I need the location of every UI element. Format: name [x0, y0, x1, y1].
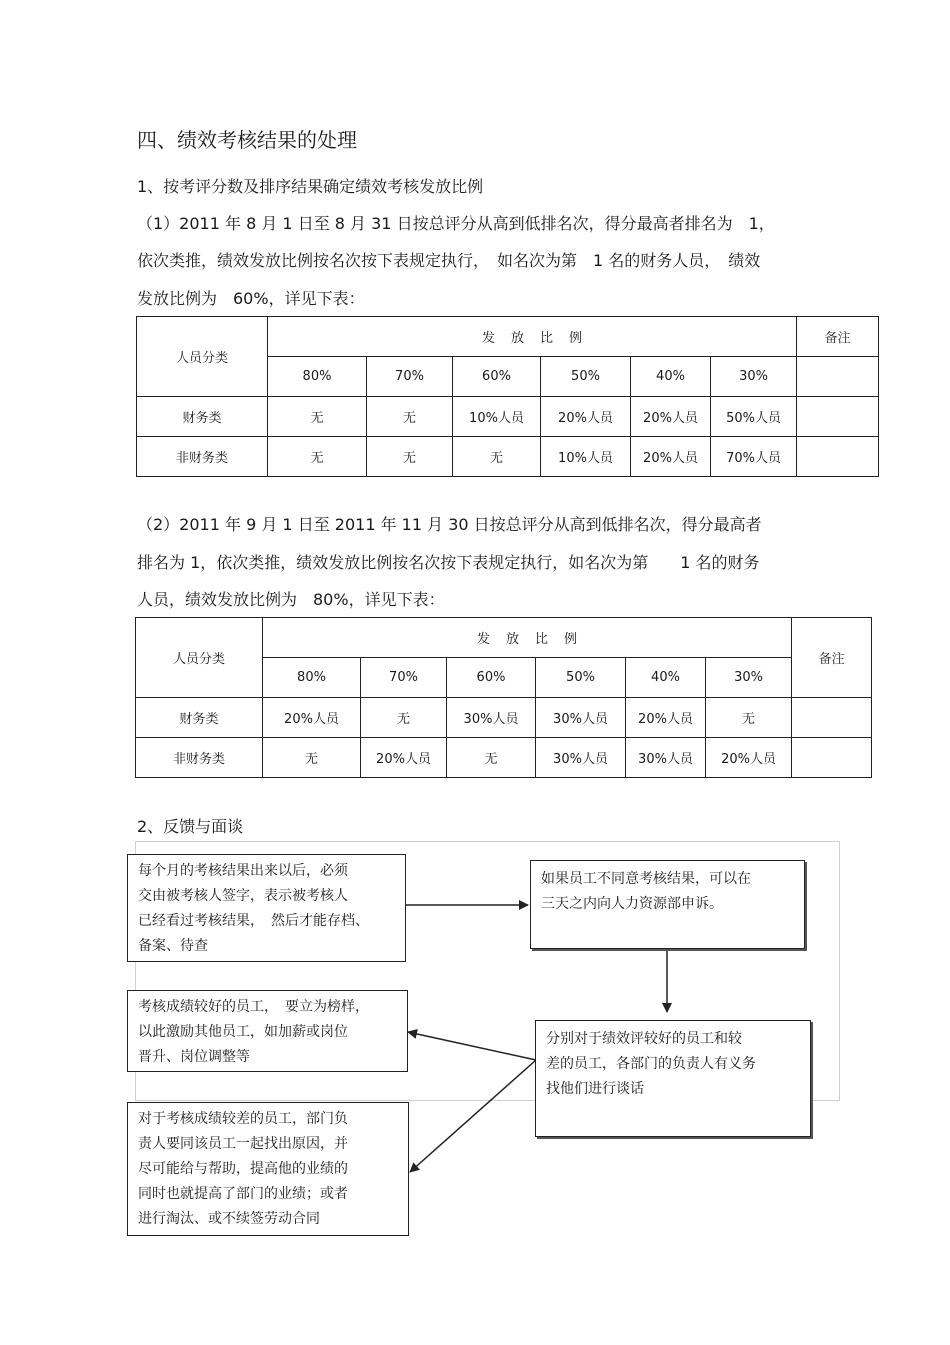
para1-line-3: 发放比例为 60%，详见下表： — [137, 289, 365, 308]
flow-box-text: 备案、待查 — [138, 938, 208, 954]
table-cell: 30%人员 — [536, 698, 626, 738]
arrow-box4-to-box5 — [410, 1060, 536, 1172]
ratio-header: 70% — [367, 357, 453, 397]
table-cell: 无 — [361, 698, 447, 738]
row-label: 财务类 — [136, 698, 263, 738]
flow-box-text: 责人要同该员工一起找出原因，并 — [138, 1136, 348, 1152]
flow-box-text: 三天之内向人力资源部申诉。 — [541, 896, 723, 912]
flow-box-poor-employees — [127, 1102, 409, 1236]
flow-box-text: 已经看过考核结果， 然后才能存档、 — [138, 913, 369, 929]
section-title: 四、绩效考核结果的处理 — [137, 128, 357, 152]
table-cell: 无 — [367, 437, 453, 477]
header-remark: 备注 — [797, 317, 879, 357]
flow-box-good-employees — [127, 990, 408, 1072]
ratio-header: 30% — [711, 357, 797, 397]
para1-line-1: （1）2011 年 8 月 1 日至 8 月 31 日按总评分从高到低排名次，得分最高者排名为 1， — [137, 214, 775, 233]
flow-box-text: 每个月的考核结果出来以后，必须 — [138, 863, 348, 879]
table-cell: 无 — [367, 397, 453, 437]
table-cell: 无 — [268, 437, 367, 477]
flow-box-sign-results — [127, 854, 406, 962]
flow-box-appeal — [530, 860, 805, 949]
ratio-header: 30% — [706, 658, 792, 698]
table-cell: 30%人员 — [447, 698, 536, 738]
table-cell: 10%人员 — [453, 397, 541, 437]
ratio-header: 50% — [536, 658, 626, 698]
ratio-header: 40% — [626, 658, 706, 698]
ratio-header: 60% — [447, 658, 536, 698]
para2-line-1: （2）2011 年 9 月 1 日至 2011 年 11 月 30 日按总评分从高到低排名次，得分最高者 — [137, 515, 762, 534]
flow-box-text: 考核成绩较好的员工， 要立为榜样， — [138, 999, 369, 1015]
ratio-header: 80% — [268, 357, 367, 397]
flow-box-text: 晋升、岗位调整等 — [138, 1049, 250, 1065]
ratio-header: 70% — [361, 658, 447, 698]
table-cell: 50%人员 — [711, 397, 797, 437]
flow-box-manager-talk — [535, 1020, 811, 1137]
header-category: 人员分类 — [136, 618, 263, 698]
table-cell: 20%人员 — [263, 698, 361, 738]
row-label: 非财务类 — [137, 437, 268, 477]
header-ratio-group: 发放比例 — [268, 317, 797, 357]
header-category: 人员分类 — [137, 317, 268, 397]
ratio-header: 60% — [453, 357, 541, 397]
table-cell: 20%人员 — [361, 738, 447, 778]
header-ratio-group: 发放比例 — [263, 618, 792, 658]
flow-box-text: 同时也就提高了部门的业绩；或者 — [138, 1186, 348, 1202]
row-label: 财务类 — [137, 397, 268, 437]
table-cell: 10%人员 — [541, 437, 631, 477]
ratio-header: 50% — [541, 357, 631, 397]
table-cell: 20%人员 — [626, 698, 706, 738]
flow-box-text: 进行淘汰、或不续签劳动合同 — [138, 1211, 320, 1227]
para1-line-2: 依次类推，绩效发放比例按名次按下表规定执行， 如名次为第 1 名的财务人员， 绩效 — [137, 251, 761, 270]
table-cell: 无 — [447, 738, 536, 778]
table-cell: 20%人员 — [631, 397, 711, 437]
table-cell: 20%人员 — [631, 437, 711, 477]
flow-box-text: 分别对于绩效评较好的员工和较 — [546, 1031, 742, 1047]
flow-box-text: 差的员工，各部门的负责人有义务 — [546, 1056, 756, 1072]
para2-line-3: 人员，绩效发放比例为 80%，详见下表： — [137, 590, 445, 609]
arrow-box4-to-box3 — [408, 1032, 536, 1060]
flow-box-text: 以此激励其他员工，如加薪或岗位 — [138, 1024, 348, 1040]
table-cell: 无 — [263, 738, 361, 778]
table-cell: 无 — [453, 437, 541, 477]
table-cell: 无 — [268, 397, 367, 437]
table-cell: 30%人员 — [626, 738, 706, 778]
table-cell: 无 — [706, 698, 792, 738]
flow-box-text: 如果员工不同意考核结果，可以在 — [541, 871, 751, 887]
table-cell: 20%人员 — [541, 397, 631, 437]
header-remark: 备注 — [792, 618, 872, 698]
ratio-header: 40% — [631, 357, 711, 397]
flow-box-text: 找他们进行谈话 — [546, 1081, 644, 1097]
row-label: 非财务类 — [136, 738, 263, 778]
flow-box-text: 交由被考核人签字，表示被考核人 — [138, 888, 348, 904]
ratio-header: 80% — [263, 658, 361, 698]
table-cell: 20%人员 — [706, 738, 792, 778]
flow-box-text: 尽可能给与帮助，提高他的业绩的 — [138, 1161, 348, 1177]
para2-line-2: 排名为 1，依次类推，绩效发放比例按名次按下表规定执行，如名次为第 1 名的财务 — [137, 553, 760, 572]
table-cell: 70%人员 — [711, 437, 797, 477]
table-cell: 30%人员 — [536, 738, 626, 778]
flow-box-text: 对于考核成绩较差的员工，部门负 — [138, 1111, 348, 1127]
subsection-2-title: 2、反馈与面谈 — [137, 817, 244, 836]
subsection-1-title: 1、按考评分数及排序结果确定绩效考核发放比例 — [137, 177, 484, 196]
